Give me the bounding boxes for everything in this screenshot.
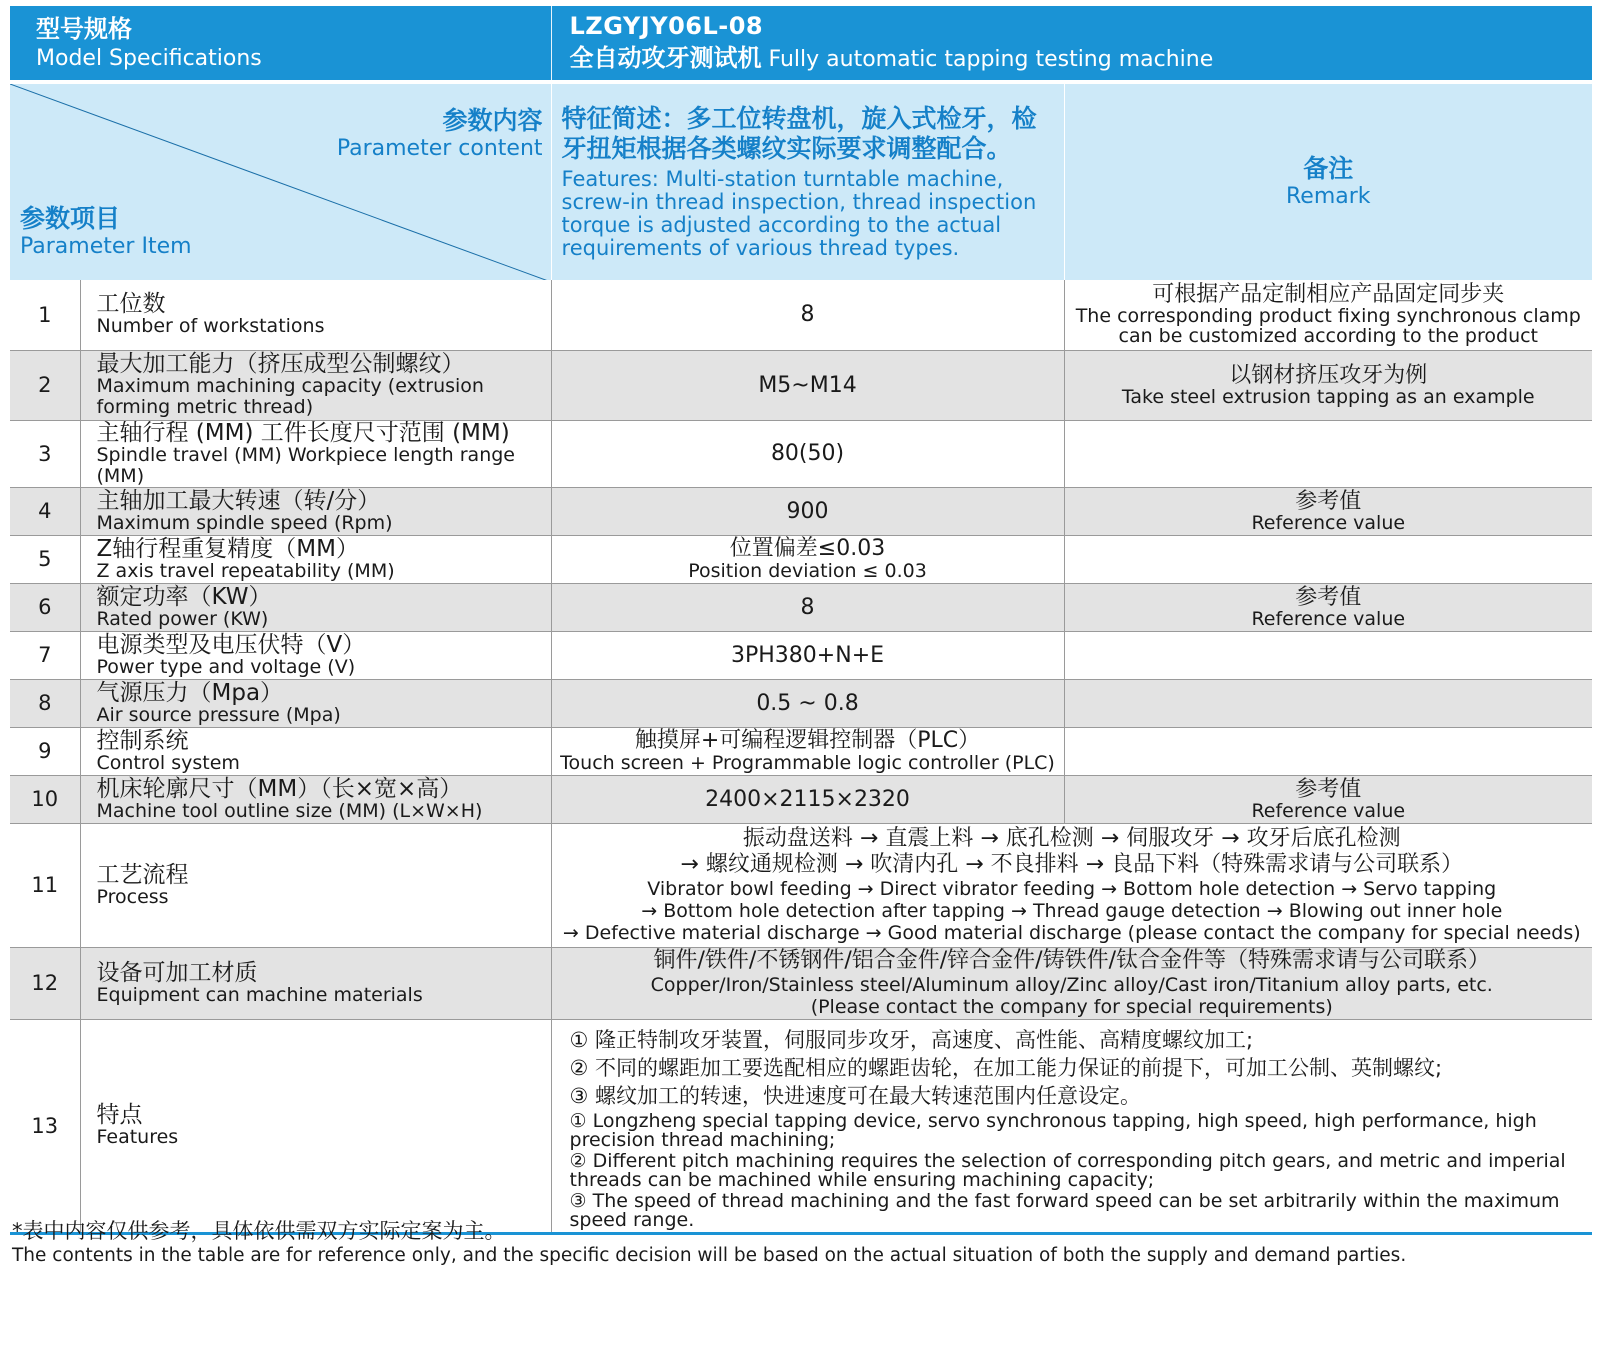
row-number: 9 xyxy=(10,727,80,775)
row-value-cn: 触摸屏+可编程逻辑控制器（PLC） xyxy=(634,728,981,753)
row-value-text: M5~M14 xyxy=(758,372,857,398)
row-number: 1 xyxy=(10,280,80,350)
row-remark-en: Take steel extrusion tapping as an example xyxy=(1121,385,1535,408)
model-code: LZGYJY06L-08 xyxy=(569,12,764,40)
row-item-en: Spindle travel (MM) Workpiece length range (MM) xyxy=(96,443,515,487)
table-row-features xyxy=(10,1019,1592,1233)
feature-line-cn: ③ 螺纹加工的转速，快进速度可在最大转速范围内任意设定。 xyxy=(569,1083,1142,1108)
table-row xyxy=(10,487,1592,535)
table-row-materials xyxy=(10,947,1592,1019)
table-row xyxy=(10,280,1592,350)
table-row xyxy=(10,535,1592,583)
row-item xyxy=(80,350,551,420)
spec-table xyxy=(10,6,1592,1235)
row-value-cn: 位置偏差≤0.03 xyxy=(729,536,886,561)
feature-line-cn: ① 隆正特制攻牙装置，伺服同步攻牙，高速度、高性能、高精度螺纹加工; xyxy=(569,1027,1254,1052)
row-remark-cn: 可根据产品定制相应产品固定同步夹 xyxy=(1152,282,1505,308)
row-item-cn: 工艺流程 xyxy=(96,861,189,888)
row-value xyxy=(551,631,1064,679)
process-line-en: → Bottom hole detection after tapping → Thread gauge detection → Blowing out inner hole xyxy=(641,900,1503,922)
materials-en: Copper/Iron/Stainless steel/Aluminum alloy/Zinc alloy/Cast iron/Titanium alloy parts, etc. xyxy=(650,974,1493,996)
param-content-cn: 参数内容 xyxy=(442,106,543,135)
row-number: 4 xyxy=(10,487,80,535)
materials-en-note: (Please contact the company for special requirements) xyxy=(810,996,1333,1018)
feature-line-en: ② Different pitch machining requires the selection of corresponding pitch gears, and metric and imperial threads can be machined while ensuring machining capacity; xyxy=(569,1149,1566,1191)
model-spec-en: Model Specifications xyxy=(36,46,262,71)
row-item-en: Number of workstations xyxy=(96,315,325,338)
row-item-en: Maximum machining capacity (extrusion forming metric thread) xyxy=(96,375,484,418)
remark-header-en: Remark xyxy=(1286,184,1371,209)
materials-cn: 铜件/铁件/不锈钢件/铝合金件/锌合金件/铸铁件/钛合金件等（特殊需求请与公司联系） xyxy=(653,948,1490,973)
row-remark xyxy=(1064,727,1592,775)
row-number: 7 xyxy=(10,631,80,679)
row-value xyxy=(551,775,1064,823)
row-value-text: 2400×2115×2320 xyxy=(705,786,910,812)
param-content-label xyxy=(337,106,543,162)
row-item-en: Machine tool outline size (MM) (L×W×H) xyxy=(96,799,483,822)
row-item xyxy=(80,420,551,487)
row-remark xyxy=(1064,487,1592,535)
model-spec-cn: 型号规格 xyxy=(36,15,132,43)
row-item xyxy=(80,487,551,535)
row-number: 10 xyxy=(10,775,80,823)
row-item-cn: 气源压力（Mpa） xyxy=(96,679,284,706)
process-line-cn: 振动盘送料 → 直震上料 → 底孔检测 → 伺服攻牙 → 攻牙后底孔检测 xyxy=(742,826,1401,851)
model-spec-header xyxy=(10,6,551,82)
row-item xyxy=(80,775,551,823)
param-item-label xyxy=(20,204,192,260)
materials-list xyxy=(551,947,1592,1019)
row-value-text: 900 xyxy=(786,498,829,524)
row-item-cn: 主轴加工最大转速（转/分） xyxy=(96,487,381,514)
row-remark-en: Reference value xyxy=(1251,607,1406,630)
param-item-en: Parameter Item xyxy=(20,234,192,259)
row-item-cn: 最大加工能力（挤压成型公制螺纹） xyxy=(96,351,465,377)
row-item-en: Control system xyxy=(96,751,240,774)
row-value xyxy=(551,583,1064,631)
footnote-cn: *表中内容仅供参考，具体依供需双方实际定案为主。 xyxy=(12,1219,506,1243)
table-row xyxy=(10,350,1592,420)
row-remark xyxy=(1064,583,1592,631)
row-remark xyxy=(1064,679,1592,727)
row-item-cn: 工位数 xyxy=(96,291,166,318)
row-value xyxy=(551,350,1064,420)
table-row xyxy=(10,775,1592,823)
row-remark xyxy=(1064,420,1592,487)
row-value-text: 0.5 ~ 0.8 xyxy=(756,690,859,716)
row-remark-cn: 参考值 xyxy=(1295,488,1362,514)
row-number: 6 xyxy=(10,583,80,631)
row-value-en: Position deviation ≤ 0.03 xyxy=(688,560,927,582)
param-content-en: Parameter content xyxy=(336,136,543,161)
row-remark xyxy=(1064,535,1592,583)
feature-line-en: ③ The speed of thread machining and the fast forward speed can be set arbitrarily within the maximum speed range. xyxy=(569,1189,1560,1231)
row-remark-en: Reference value xyxy=(1251,799,1406,822)
row-item-en: Air source pressure (Mpa) xyxy=(96,703,341,726)
row-item xyxy=(80,823,551,947)
row-item xyxy=(80,583,551,631)
row-item-cn: 控制系统 xyxy=(96,727,189,754)
row-item-cn: 设备可加工材质 xyxy=(96,959,258,986)
row-item-en: Rated power (KW) xyxy=(96,607,269,630)
row-item xyxy=(80,727,551,775)
machine-name-en: Fully automatic tapping testing machine xyxy=(768,47,1214,72)
row-value xyxy=(551,679,1064,727)
table-row xyxy=(10,679,1592,727)
machine-name xyxy=(570,42,1593,76)
row-item-cn: 电源类型及电压伏特（V） xyxy=(96,631,366,658)
row-item xyxy=(80,280,551,350)
row-remark xyxy=(1064,350,1592,420)
row-number: 13 xyxy=(10,1019,80,1233)
row-remark-en: Reference value xyxy=(1251,511,1406,534)
row-number: 2 xyxy=(10,350,80,420)
row-remark-en: The corresponding product fixing synchronous clamp can be customized according to the product xyxy=(1075,305,1581,348)
machine-name-cn: 全自动攻牙测试机 xyxy=(569,44,762,72)
row-value-text: 8 xyxy=(800,594,815,620)
row-value-text: 8 xyxy=(800,302,815,328)
features-summary-cell xyxy=(551,82,1064,280)
row-item-en: Power type and voltage (V) xyxy=(96,655,356,678)
table-row xyxy=(10,631,1592,679)
row-remark-cn: 参考值 xyxy=(1295,584,1362,610)
row-item-cn: Z轴行程重复精度（MM） xyxy=(96,535,359,562)
row-value-text: 3PH380+N+E xyxy=(731,642,885,668)
row-item-cn: 机床轮廓尺寸（MM）（长×宽×高） xyxy=(96,775,463,802)
row-item xyxy=(80,535,551,583)
row-number: 12 xyxy=(10,947,80,1019)
row-value xyxy=(551,420,1064,487)
row-value xyxy=(551,280,1064,350)
feature-line-en: ① Longzheng special tapping device, servo synchronous tapping, high speed, high performance, high precision thread machining; xyxy=(569,1109,1537,1151)
row-value xyxy=(551,535,1064,583)
process-line-en: → Defective material discharge → Good material discharge (please contact the company for special needs) xyxy=(562,922,1581,944)
header-row xyxy=(10,6,1592,82)
footnote xyxy=(12,1218,1406,1268)
subheader-row xyxy=(10,82,1592,280)
row-remark xyxy=(1064,775,1592,823)
row-item xyxy=(80,631,551,679)
row-value xyxy=(551,727,1064,775)
table-row xyxy=(10,583,1592,631)
row-value-text: 80(50) xyxy=(770,441,845,466)
row-number: 11 xyxy=(10,823,80,947)
model-title-header xyxy=(551,6,1592,82)
row-item xyxy=(80,679,551,727)
table-row xyxy=(10,420,1592,487)
row-item-en: Process xyxy=(96,885,169,908)
row-item-en: Features xyxy=(96,1126,179,1148)
row-item xyxy=(80,1019,551,1233)
table-row-process xyxy=(10,823,1592,947)
row-number: 8 xyxy=(10,679,80,727)
row-item-cn: 额定功率（KW） xyxy=(96,583,272,610)
row-remark xyxy=(1064,631,1592,679)
process-line-en: Vibrator bowl feeding → Direct vibrator feeding → Bottom hole detection → Servo tapping xyxy=(647,878,1497,900)
row-remark-cn: 参考值 xyxy=(1295,776,1362,802)
row-remark-cn: 以钢材挤压攻牙为例 xyxy=(1229,362,1428,388)
row-remark xyxy=(1064,280,1592,350)
table-row xyxy=(10,727,1592,775)
features-summary-cn: 特征简述：多工位转盘机，旋入式检牙，检牙扭矩根据各类螺纹实际要求调整配合。 xyxy=(561,104,1037,163)
features-summary-en: Features: Multi-station turntable machine, screw-in thread inspection, thread inspection torque is adjusted according to the actual requirements of various thread types. xyxy=(561,167,1037,260)
row-number: 3 xyxy=(10,420,80,487)
row-item-en: Equipment can machine materials xyxy=(96,983,423,1006)
remark-header-cn: 备注 xyxy=(1303,154,1354,183)
param-item-cn: 参数项目 xyxy=(20,204,121,233)
row-item-en: Z axis travel repeatability (MM) xyxy=(96,559,395,582)
footnote-en: The contents in the table are for reference only, and the specific decision will be based on the actual situation of both the supply and demand parties. xyxy=(12,1245,1407,1266)
row-number: 5 xyxy=(10,535,80,583)
row-item-en: Maximum spindle speed (Rpm) xyxy=(96,511,393,534)
row-value-en: Touch screen + Programmable logic controller (PLC) xyxy=(560,752,1055,774)
row-item-cn: 特点 xyxy=(96,1102,143,1128)
row-value xyxy=(551,487,1064,535)
remark-header-cell xyxy=(1064,82,1592,280)
diagonal-header-cell xyxy=(10,82,551,280)
row-item xyxy=(80,947,551,1019)
row-item-cn: 主轴行程 (MM) 工件长度尺寸范围 (MM) xyxy=(96,420,510,446)
features-list xyxy=(551,1019,1592,1233)
feature-line-cn: ② 不同的螺距加工要选配相应的螺距齿轮，在加工能力保证的前提下，可加工公制、英制螺纹; xyxy=(569,1055,1443,1080)
process-line-cn: → 螺纹通规检测 → 吹清内孔 → 不良排料 → 良品下料（特殊需求请与公司联系） xyxy=(680,852,1464,877)
process-flow xyxy=(551,823,1592,947)
